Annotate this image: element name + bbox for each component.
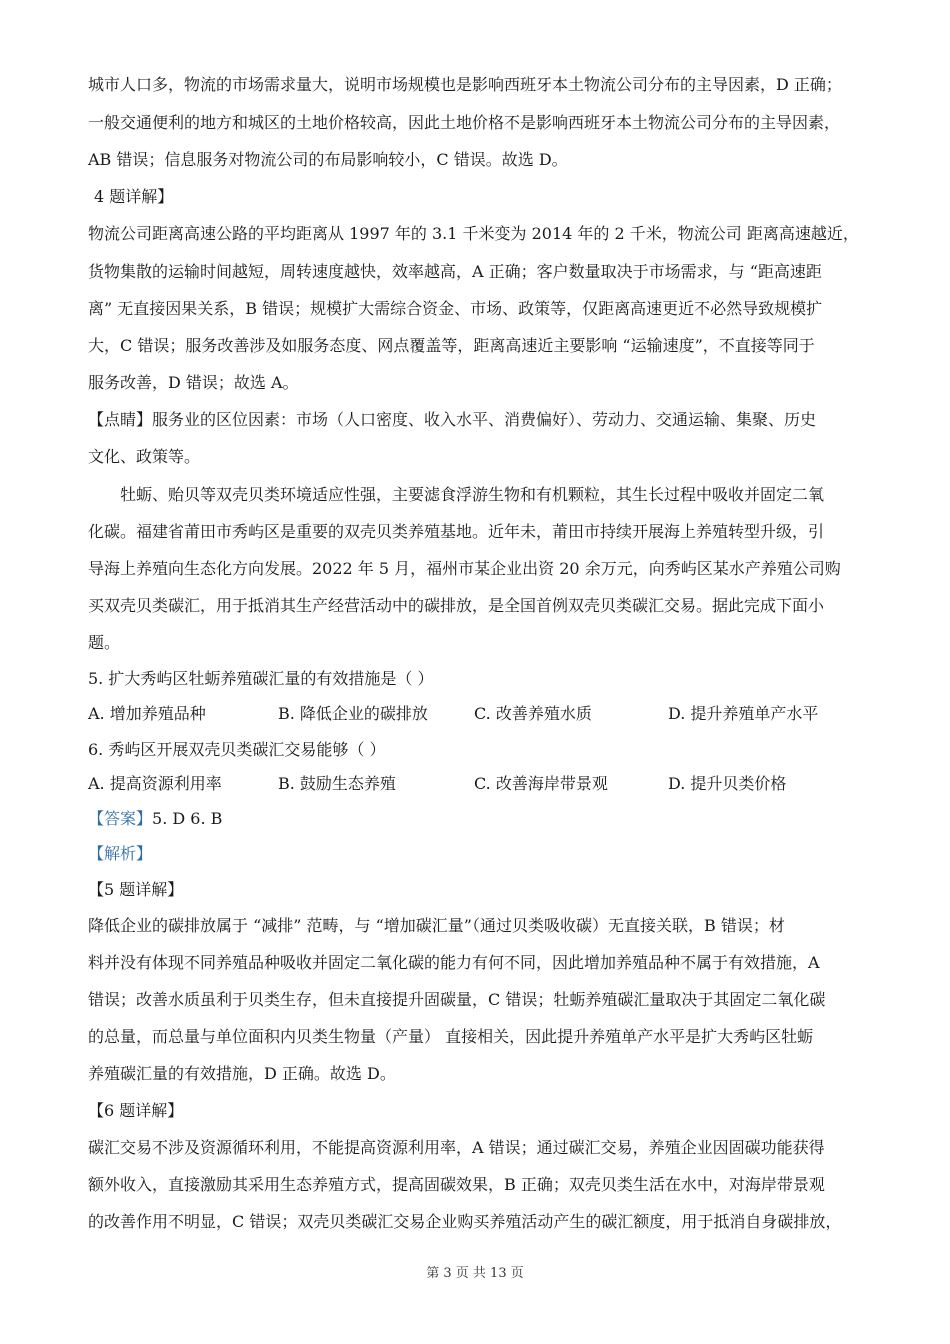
paragraph-line: 一般交通便利的地方和城区的土地价格较高，因此土地价格不是影响西班牙本土物流公司分布的主导因素， <box>88 113 841 132</box>
q5-option-c: C. 改善养殖水质 <box>474 704 592 723</box>
q5-option-a: A. 增加养殖品种 <box>88 704 206 723</box>
q6-option-b: B. 鼓励生态养殖 <box>278 774 396 793</box>
paragraph-line: 货物集散的运输时间越短，周转速度越快，效率越高，A 正确；客户数量取决于市场需求，与 “距高速距 <box>88 262 822 281</box>
tip-line: 文化、政策等。 <box>88 447 201 466</box>
explanation-line: 料并没有体现不同养殖品种吸收并固定二氧化碳的能力有何不同，因此增加养殖品种不属于有效措施，A <box>88 953 820 972</box>
section-heading: 【6 题详解】 <box>88 1101 184 1120</box>
material-line: 买双壳贝类碳汇，用于抵消其生产经营活动中的碳排放，是全国首例双壳贝类碳汇交易。据此完成下面小 <box>88 596 825 615</box>
paragraph-line: 大，C 错误；服务改善涉及如服务态度、网点覆盖等，距离高速近主要影响 “运输速度”，不直接等同于 <box>88 336 815 355</box>
material-line: 题。 <box>88 633 121 652</box>
tip-line: 【点睛】服务业的区位因素：市场（人口密度、收入水平、消费偏好）、劳动力、交通运输、集聚、历史 <box>88 410 817 429</box>
answer-text: 5. D 6. B <box>152 809 223 828</box>
page-footer: 第 3 页 共 13 页 <box>426 1266 524 1281</box>
answer-line <box>88 808 868 830</box>
q6-option-d: D. 提升贝类价格 <box>668 774 787 793</box>
explanation-line: 额外收入，直接激励其采用生态养殖方式，提高固碳效果，B 正确；双壳贝类生活在水中，对海岸带景观 <box>88 1175 825 1194</box>
q6-option-a: A. 提高资源利用率 <box>88 774 222 793</box>
answer-label: 【答案】 <box>88 809 153 828</box>
paragraph-line: AB 错误；信息服务对物流公司的布局影响较小，C 错误。故选 D。 <box>88 150 568 169</box>
explanation-line: 的改善作用不明显，C 错误；双壳贝类碳汇交易企业购买养殖活动产生的碳汇额度，用于抵消自身碳排放， <box>88 1212 842 1231</box>
explanation-line: 碳汇交易不涉及资源循环利用，不能提高资源利用率，A 错误；通过碳汇交易，养殖企业因固碳功能获得 <box>88 1138 825 1157</box>
explanation-line: 的总量，而总量与单位面积内贝类生物量（产量） 直接相关，因此提升养殖单产水平是扩大秀屿区牡蛎 <box>88 1027 814 1046</box>
explanation-line: 错误；改善水质虽利于贝类生存，但未直接提升固碳量，C 错误；牡蛎养殖碳汇量取决于其固定二氧化碳 <box>88 990 826 1009</box>
material-line: 化碳。福建省莆田市秀屿区是重要的双壳贝类养殖基地。近年未，莆田市持续开展海上养殖转型升级，引 <box>88 522 825 541</box>
section-heading: 4 题详解】 <box>94 187 174 206</box>
question-5-stem: 5. 扩大秀屿区牡蛎养殖碳汇量的有效措施是（ ） <box>88 669 434 688</box>
explanation-line: 降低企业的碳排放属于 “减排” 范畴，与 “增加碳汇量”（通过贝类吸收碳）无直接关联，B 错误；材 <box>88 916 785 935</box>
q6-option-c: C. 改善海岸带景观 <box>474 774 608 793</box>
section-heading: 【5 题详解】 <box>88 880 184 899</box>
q5-option-d: D. 提升养殖单产水平 <box>668 704 819 723</box>
question-6-stem: 6. 秀屿区开展双壳贝类碳汇交易能够（ ） <box>88 740 386 759</box>
paragraph-line: 城市人口多，物流的市场需求量大，说明市场规模也是影响西班牙本土物流公司分布的主导因素，D 正确； <box>88 75 842 94</box>
q5-option-b: B. 降低企业的碳排放 <box>278 704 428 723</box>
material-line: 导海上养殖向生态化方向发展。2022 年 5 月，福州市某企业出资 20 余万元，向秀屿区某水产养殖公司购 <box>88 559 841 578</box>
material-line: 牡蛎、贻贝等双壳贝类环境适应性强，主要滤食浮游生物和有机颗粒，其生长过程中吸收并固定二氧 <box>120 485 825 504</box>
paragraph-line: 离” 无直接因果关系，B 错误；规模扩大需综合资金、市场、政策等，仅距离高速更近不必然导致规模扩 <box>88 299 823 318</box>
explanation-line: 养殖碳汇量的有效措施，D 正确。故选 D。 <box>88 1064 396 1083</box>
paragraph-line: 物流公司距离高速公路的平均距离从 1997 年的 3.1 千米变为 2014 年的 2 千米，物流公司 距离高速越近， <box>88 224 859 243</box>
paragraph-line: 服务改善，D 错误；故选 A。 <box>88 373 299 392</box>
analysis-label: 【解析】 <box>88 844 153 863</box>
